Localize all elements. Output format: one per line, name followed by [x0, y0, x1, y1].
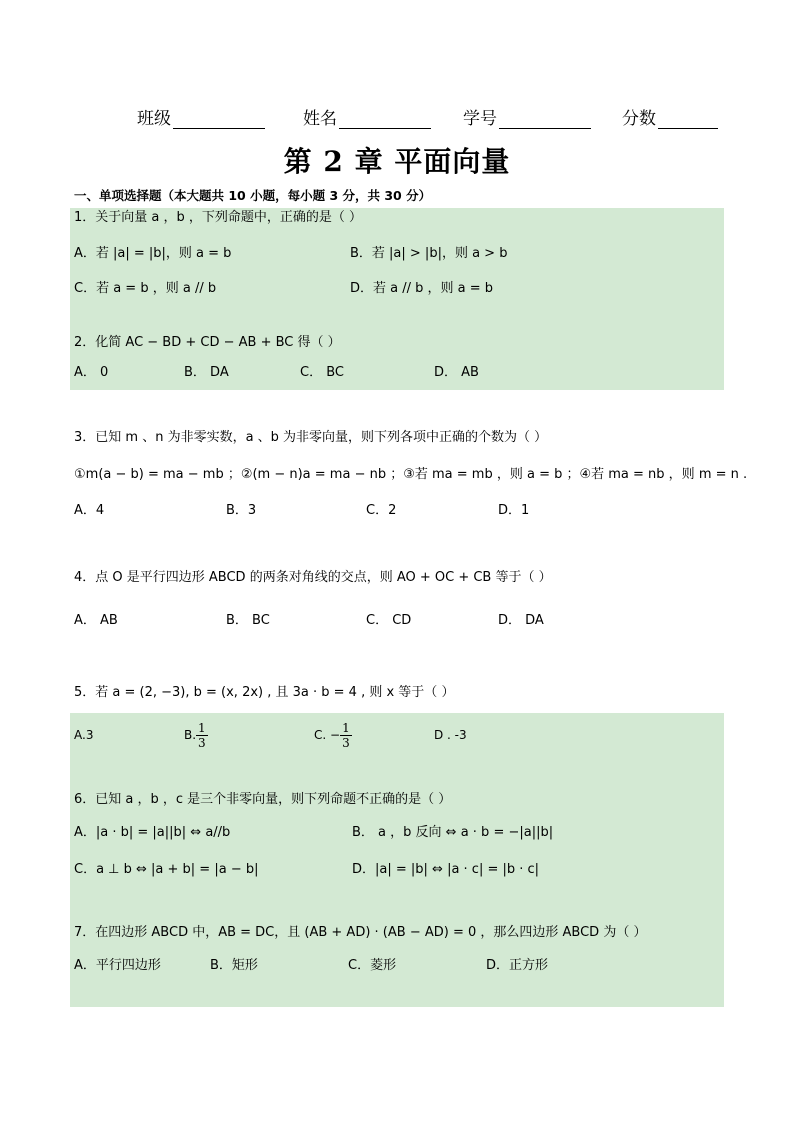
- question-3-stem: 3．已知 m 、n 为非零实数，a 、b 为非零向量，则下列各项中正确的个数为（ ）: [74, 430, 548, 445]
- question-4-option-d[interactable]: D． DA: [498, 613, 544, 628]
- student-id-blank[interactable]: [499, 110, 591, 129]
- question-7-option-b[interactable]: B．矩形: [210, 958, 258, 973]
- name-field: [303, 104, 431, 129]
- question-5-option-d[interactable]: D . -3: [434, 728, 467, 742]
- section-heading: 一、单项选择题（本大题共 10 小题，每小题 3 分，共 30 分）: [74, 188, 432, 203]
- question-3-statements: ①m(a − b) = ma − mb ；②(m − n)a = ma − nb ；③若 ma = mb ，则 a = b ；④若 ma = nb ，则 m = n .: [74, 467, 748, 482]
- name-blank[interactable]: [339, 110, 431, 129]
- student-info-header: [0, 104, 794, 128]
- page-title: 第 2 章 平面向量: [283, 145, 511, 178]
- question-1-stem: 1．关于向量 a ，b ，下列命题中，正确的是（ ）: [74, 210, 363, 225]
- fraction-denominator: 3: [198, 736, 206, 750]
- question-6-option-b[interactable]: B． a ，b 反向 ⇔ a · b = −|a||b|: [352, 825, 554, 840]
- score-label: 分数: [622, 109, 656, 129]
- fraction-one-third: [196, 721, 208, 750]
- class-blank[interactable]: [173, 110, 265, 129]
- question-7-option-c[interactable]: C．菱形: [348, 958, 397, 973]
- question-4-option-c[interactable]: C． CD: [366, 613, 412, 628]
- question-1-option-a[interactable]: A．若 |a| = |b|，则 a = b: [74, 246, 232, 261]
- question-2-option-c[interactable]: C． BC: [300, 365, 344, 380]
- question-4-option-a[interactable]: A． AB: [74, 613, 118, 628]
- question-6-option-a[interactable]: A．|a · b| = |a||b| ⇔ a//b: [74, 825, 231, 840]
- question-6-option-c[interactable]: C．a ⊥ b ⇔ |a + b| = |a − b|: [74, 862, 259, 877]
- question-5-option-c[interactable]: [314, 716, 352, 754]
- question-3-option-a[interactable]: A．4: [74, 503, 105, 518]
- question-3-option-b[interactable]: B．3: [226, 503, 257, 518]
- score-blank[interactable]: [658, 110, 718, 129]
- class-field: [137, 104, 265, 129]
- fraction-one-third-negative: [340, 721, 352, 750]
- question-1-option-d[interactable]: D．若 a // b ，则 a = b: [350, 281, 494, 296]
- name-label: 姓名: [303, 109, 337, 129]
- student-id-field: [463, 104, 591, 129]
- question-5-option-c-prefix: C. −: [314, 728, 341, 742]
- fraction-numerator: 1: [198, 721, 206, 735]
- highlight-band-q1-q2: [70, 208, 724, 390]
- question-7-option-a[interactable]: A．平行四边形: [74, 958, 161, 973]
- question-3-option-c[interactable]: C．2: [366, 503, 397, 518]
- question-4-option-b[interactable]: B． BC: [226, 613, 270, 628]
- class-label: 班级: [137, 109, 171, 129]
- question-1-option-c[interactable]: C．若 a = b ，则 a // b: [74, 281, 217, 296]
- question-5-option-b-prefix: B.: [184, 728, 197, 742]
- score-field: [622, 104, 718, 129]
- question-5-stem: 5．若 a = (2, −3), b = (x, 2x) , 且 3a · b = 4 , 则 x 等于（ ）: [74, 685, 455, 700]
- question-2-option-b[interactable]: B． DA: [184, 365, 229, 380]
- question-5-option-a[interactable]: A.3: [74, 728, 94, 742]
- question-7-option-d[interactable]: D．正方形: [486, 958, 549, 973]
- student-id-label: 学号: [463, 109, 497, 129]
- question-3-option-d[interactable]: D．1: [498, 503, 530, 518]
- fraction-numerator: 1: [342, 721, 350, 735]
- question-6-option-d[interactable]: D．|a| = |b| ⇔ |a · c| = |b · c|: [352, 862, 540, 877]
- question-6-stem: 6．已知 a ，b ，c 是三个非零向量，则下列命题不正确的是（ ）: [74, 792, 452, 807]
- question-2-option-a[interactable]: A． 0: [74, 365, 109, 380]
- question-2-option-d[interactable]: D． AB: [434, 365, 479, 380]
- question-5-option-b[interactable]: [184, 716, 208, 754]
- question-1-option-b[interactable]: B．若 |a| > |b|，则 a > b: [350, 246, 508, 261]
- question-4-stem: 4．点 O 是平行四边形 ABCD 的两条对角线的交点，则 AO + OC + CB 等于（ ）: [74, 570, 552, 585]
- question-7-stem: 7．在四边形 ABCD 中，AB = DC，且 (AB + AD) · (AB − AD) = 0 ，那么四边形 ABCD 为（ ）: [74, 925, 647, 940]
- fraction-denominator: 3: [342, 736, 350, 750]
- question-2-stem: 2．化简 AC − BD + CD − AB + BC 得（ ）: [74, 335, 341, 350]
